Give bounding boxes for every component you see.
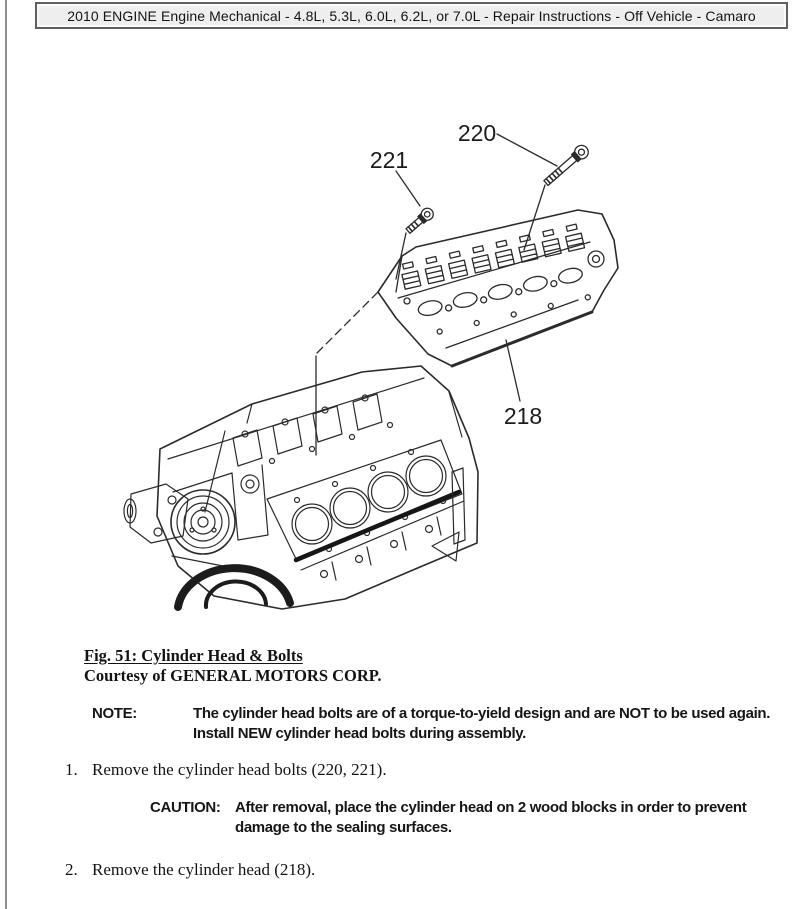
figure-caption-title: Fig. 51: Cylinder Head & Bolts bbox=[84, 646, 303, 665]
cylinder-head-drawing bbox=[378, 210, 618, 366]
head-bolt-220-drawing bbox=[542, 143, 592, 189]
step-item-1 bbox=[65, 760, 387, 780]
note-text: The cylinder head bolts are of a torque-to-yield design and are NOT to be used again. Install NEW cylinder head bolts during assembly. bbox=[193, 705, 771, 742]
step-number: 1. bbox=[65, 760, 78, 779]
figure-51-illustration bbox=[0, 30, 794, 650]
step-number: 2. bbox=[65, 860, 78, 879]
caution-block bbox=[150, 798, 769, 837]
document-header bbox=[35, 2, 788, 29]
head-bolt-221-drawing bbox=[404, 206, 436, 236]
figure-caption bbox=[84, 646, 381, 686]
step-item-2 bbox=[65, 860, 315, 880]
figure-caption-courtesy: Courtesy of GENERAL MOTORS CORP. bbox=[84, 666, 382, 685]
step-text: Remove the cylinder head (218). bbox=[92, 860, 316, 879]
callout-221-label: 221 bbox=[369, 147, 409, 173]
note-label: NOTE: bbox=[92, 705, 137, 722]
step-text: Remove the cylinder head bolts (220, 221). bbox=[92, 760, 387, 779]
callout-220-label: 220 bbox=[457, 120, 497, 146]
caution-label: CAUTION: bbox=[150, 799, 221, 816]
callout-218-label: 218 bbox=[503, 403, 543, 429]
caution-text: After removal, place the cylinder head on 2 wood blocks in order to prevent damage to the sealing surfaces. bbox=[235, 799, 747, 836]
engine-block-drawing bbox=[124, 366, 478, 609]
note-block bbox=[92, 704, 773, 743]
document-header-text: 2010 ENGINE Engine Mechanical - 4.8L, 5.3L, 6.0L, 6.2L, or 7.0L - Repair Instructions - Off Vehicle - Camaro bbox=[67, 7, 756, 24]
